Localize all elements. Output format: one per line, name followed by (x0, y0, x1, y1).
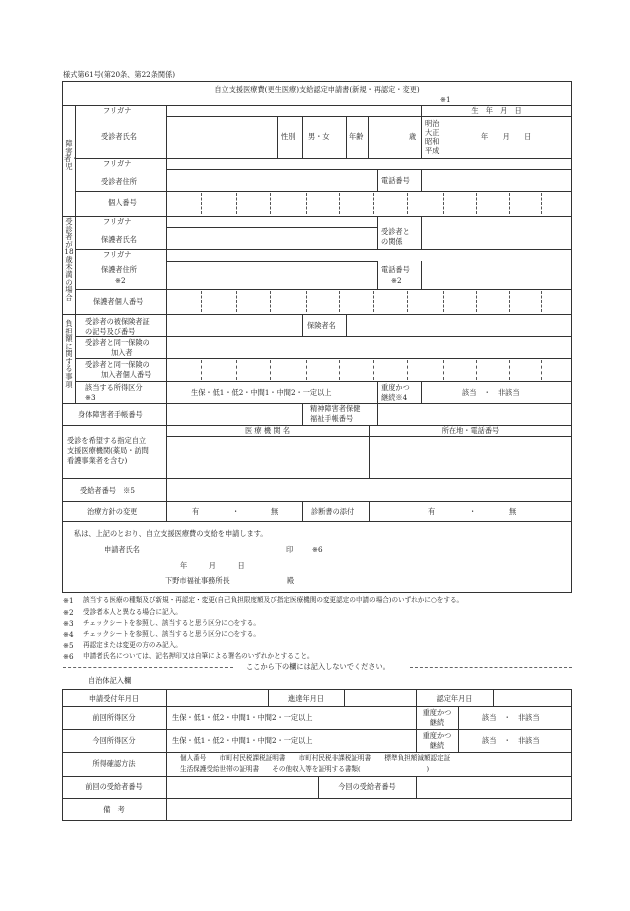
note-5-text: 再認定または変更の方のみ記入。 (83, 641, 182, 649)
treatment-change-dot: ・ (232, 507, 240, 516)
cur-no-label: 今回の受給者番号 (338, 782, 396, 791)
approved-date-label: 認定年月日 (436, 694, 473, 703)
sex-label: 性別 (281, 132, 296, 141)
same-ins-id-label-2: 加入者個人番号 (101, 370, 152, 379)
prev-no-label: 前回の受給者番号 (85, 782, 143, 791)
guardian-side-label: 受診者が18歳未満の場合 (64, 217, 74, 302)
severe-label-2: 継続※4 (381, 393, 408, 402)
institution-col-addr: 所在地・電話番号 (441, 426, 500, 435)
patient-address-label: 受診者住所 (101, 177, 137, 186)
note-5-mark: ※5 (63, 641, 74, 650)
note-3-mark: ※3 (63, 619, 74, 628)
patient-phone-label: 電話番号 (381, 176, 410, 185)
form-code: 様式第61号(第20条、第22条関係) (63, 70, 176, 79)
institution-col-name: 医 療 機 関 名 (244, 426, 291, 435)
cert-yes: 有 (428, 507, 436, 516)
note-6-mark: ※6 (63, 652, 74, 661)
cert-label: 診断書の添付 (311, 507, 355, 516)
prev-severe-1: 重度かつ (422, 708, 452, 717)
method-label: 所得確認方法 (92, 759, 136, 768)
cur-severe-2: 継続 (429, 741, 445, 750)
patient-name-label: 受診者氏名 (101, 132, 137, 141)
insurance-label-1: 受診者の被保険者証 (85, 317, 150, 326)
relation-label-1: 受診者と (381, 227, 410, 236)
declaration-text: 私は、上記のとおり、自立支援医療費の支給を申請します。 (74, 529, 268, 538)
declaration-date: 年 月 日 (180, 561, 245, 570)
mental-handbook-label-2: 福祉手帳番号 (310, 414, 354, 423)
guardian-address-label: 保護者住所 (101, 265, 137, 274)
cert-dot: ・ (469, 507, 477, 516)
insurance-label-2: の記号及び番号 (85, 327, 136, 336)
institution-label-2: 支援医療機関(薬局・訪問 (67, 446, 149, 455)
insurer-label: 保険者名 (307, 321, 336, 330)
seal-note: ※6 (312, 545, 323, 554)
physical-handbook-label: 身体障害者手帳番号 (78, 410, 143, 419)
treatment-change-label: 治療方針の変更 (87, 507, 138, 516)
era-heisei: 平成 (425, 146, 440, 155)
prev-income-options: 生保・低1・低2・中間1・中間2・一定以上 (172, 713, 313, 722)
institution-label-1: 受診を希望する指定自立 (67, 436, 147, 445)
note-4-mark: ※4 (63, 630, 74, 639)
mental-handbook-label-1: 精神障害者保健 (310, 404, 361, 413)
cur-severe-1: 重度かつ (422, 731, 452, 740)
era-taisho: 大正 (425, 128, 440, 137)
sex-options: 男・女 (308, 132, 330, 141)
recipient-no-label: 受給者番号 ※5 (80, 486, 135, 495)
addressee: 下野市福祉事務所長 (165, 576, 230, 585)
addressee-dono: 殿 (287, 576, 295, 585)
prev-severe-options: 該当 ・ 非該当 (482, 713, 540, 722)
same-ins-label-1: 受診者と同一保険の (85, 338, 150, 347)
cur-income-label: 今回所得区分 (92, 736, 136, 745)
forwarded-date-label: 進達年月日 (288, 694, 324, 703)
birth-header: 生 年 月 日 (471, 106, 522, 115)
patient-id-label: 個人番号 (108, 198, 137, 207)
patient-furigana-label: フリガナ (103, 106, 132, 115)
cur-income-options: 生保・低1・低2・中間1・中間2・一定以上 (172, 736, 313, 745)
cert-no: 無 (509, 507, 517, 516)
note-6-text: 申請者氏名については、記名押印又は自筆による署名のいずれかとすること。 (83, 652, 314, 660)
office-heading: 自治体記入欄 (88, 676, 132, 685)
relation-label-2: の関係 (381, 237, 403, 246)
note-3-text: チェックシートを参照し、該当すると思う区分に○をする。 (83, 619, 260, 627)
severe-label-1: 重度かつ (381, 383, 410, 392)
cut-line-text: ここから下の欄には記入しないでください。 (246, 662, 390, 671)
note-4-text: チェックシートを参照し、該当すると思う区分に○をする。 (83, 630, 260, 638)
seal-mark: 印 (286, 545, 294, 554)
patient-furigana2-label: フリガナ (103, 159, 132, 168)
burden-side-label: 負担額に関する事項 (65, 319, 73, 389)
same-ins-label-2: 加入者 (111, 348, 133, 357)
prev-severe-2: 継続 (429, 718, 445, 727)
guardian-phone-note: ※2 (391, 276, 402, 285)
note-1-text: 該当する医療の種類及び新規・再認定・変更(自己負担限度額及び指定医療機関の変更認定の申請の場合)のいずれかに○をする。 (83, 596, 464, 604)
guardian-phone-label: 電話番号 (381, 265, 410, 274)
note-1-mark: ※1 (63, 596, 74, 605)
era-meiji: 明治 (425, 119, 440, 128)
era-showa: 昭和 (425, 137, 440, 146)
birth-ymd: 年 月 日 (481, 132, 532, 141)
method-line-2: 生活保護受給世帯の証明書 その他収入等を証明する書類( ) (180, 765, 430, 773)
remarks-label: 備 考 (103, 805, 125, 814)
age-unit: 歳 (409, 132, 417, 141)
guardian-furigana-label: フリガナ (103, 217, 132, 226)
title-note: ※1 (440, 95, 451, 104)
income-label-1: 該当する所得区分 (85, 383, 143, 392)
severe-options: 該当 ・ 非該当 (462, 388, 520, 397)
patient-side-label: 障害者・児 (64, 139, 79, 171)
income-options: 生保・低1・低2・中間1・中間2・一定以上 (191, 388, 332, 397)
guardian-id-label: 保護者個人番号 (93, 297, 144, 306)
form-title: 自立支援医療費(更生医療)支給認定申請書(新規・再認定・変更) (214, 85, 420, 94)
cur-severe-options: 該当 ・ 非該当 (482, 736, 540, 745)
guardian-name-label: 保護者氏名 (101, 235, 137, 244)
prev-income-label: 前回所得区分 (92, 713, 136, 722)
guardian-furigana2-label: フリガナ (103, 250, 132, 259)
note-2-text: 受診者本人と異なる場合に記入。 (83, 608, 182, 616)
method-line-1: 個人番号 市町村民税課税証明書 市町村民税非課税証明書 標準負担額減額認定証 (180, 754, 451, 762)
note-2-mark: ※2 (63, 608, 74, 617)
applicant-label: 申請者氏名 (104, 545, 140, 554)
institution-label-3: 看護事業者を含む) (67, 456, 128, 465)
received-date-label: 申請受付年月日 (88, 694, 140, 703)
treatment-change-no: 無 (271, 507, 279, 516)
treatment-change-yes: 有 (192, 507, 200, 516)
age-label: 年齢 (349, 132, 364, 141)
income-label-2: ※3 (85, 393, 96, 402)
guardian-address-note: ※2 (115, 276, 126, 285)
same-ins-id-label-1: 受診者と同一保険の (85, 360, 150, 369)
